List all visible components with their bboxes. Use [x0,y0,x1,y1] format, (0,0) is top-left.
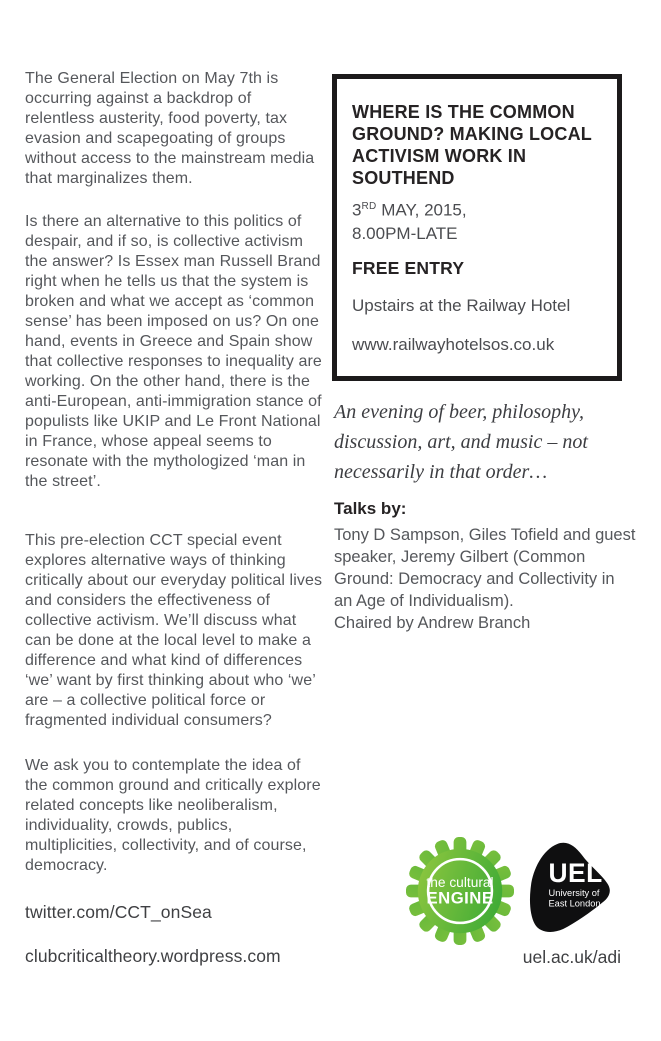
uel-url-link[interactable]: uel.ac.uk/adi [522,947,621,967]
uel-line1: University of [548,887,600,898]
venue-text: Upstairs at the Railway Hotel [352,296,571,315]
engine-logo-line2: ENGINE [426,888,494,908]
talks-chair: Chaired by Andrew Branch [334,614,531,632]
paragraph-election: The General Election on May 7th is occurring against a backdrop of relentless austerity, food poverty, tax evasion and scapegoating of groups without access to the mainstream media that marginalizes them. [25,70,315,187]
paragraph-event-description: This pre-election CCT special event explores alternative ways of thinking critically about our everyday political lives and considers the effectiveness of collective activism. We’ll discuss what can be done at the local level to make a difference and what kind of differences ‘we’ want by first thinking about who ‘we’ are – a collective political force or fragmented individual consumers? [25,532,323,729]
uel-logo [527,841,613,933]
paragraph-contemplate: We ask you to contemplate the idea of the common ground and critically explore related concepts like neoliberalism, individuality, crowds, publics, multiplicities, collectivity, and of course, democracy. [25,757,321,874]
uel-acronym: UEL [548,858,603,889]
event-tagline: An evening of beer, philosophy, discussion, art, and music – not necessarily in that order… [334,401,588,483]
event-date-time [352,195,467,245]
wordpress-link[interactable]: clubcriticaltheory.wordpress.com [25,946,281,966]
talks-heading: Talks by: [334,499,407,518]
event-date-ordinal: RD [361,201,377,212]
cultural-engine-logo [406,837,514,945]
talks-speakers: Tony D Sampson, Giles Tofield and guest speaker, Jeremy Gilbert (Common Ground: Democracy and Collectivity in an Age of Individualism). [334,526,636,610]
event-title: WHERE IS THE COMMON GROUND? MAKING LOCAL ACTIVISM WORK IN SOUTHEND [352,102,592,188]
twitter-link[interactable]: twitter.com/CCT_onSea [25,902,212,922]
paragraph-alternative: Is there an alternative to this politics of despair, and if so, is collective activism the answer? Is Essex man Russell Brand right when he tells us that the system is broken and what we accept as ‘common sense’ has been imposed on us? On one hand, events in Greece and Spain show that collective responses to inequality are working. On the other hand, there is the anti-European, anti-immigration stance of populists like UKIP and Le Front National in France, whose appeal seems to resonate with the mythologized ‘man in the street’. [25,213,322,490]
free-entry-label: FREE ENTRY [352,258,465,278]
event-date-day: 3 [352,200,362,220]
event-details-box [332,74,622,381]
venue-website-link[interactable]: www.railwayhotelsos.co.uk [352,335,555,354]
talks-block [334,524,636,634]
engine-logo-line1: the cultural [426,875,494,891]
event-time: 8.00PM-LATE [352,223,458,243]
event-date-rest: MAY, 2015, [376,200,467,220]
uel-line2: East London [548,898,601,909]
